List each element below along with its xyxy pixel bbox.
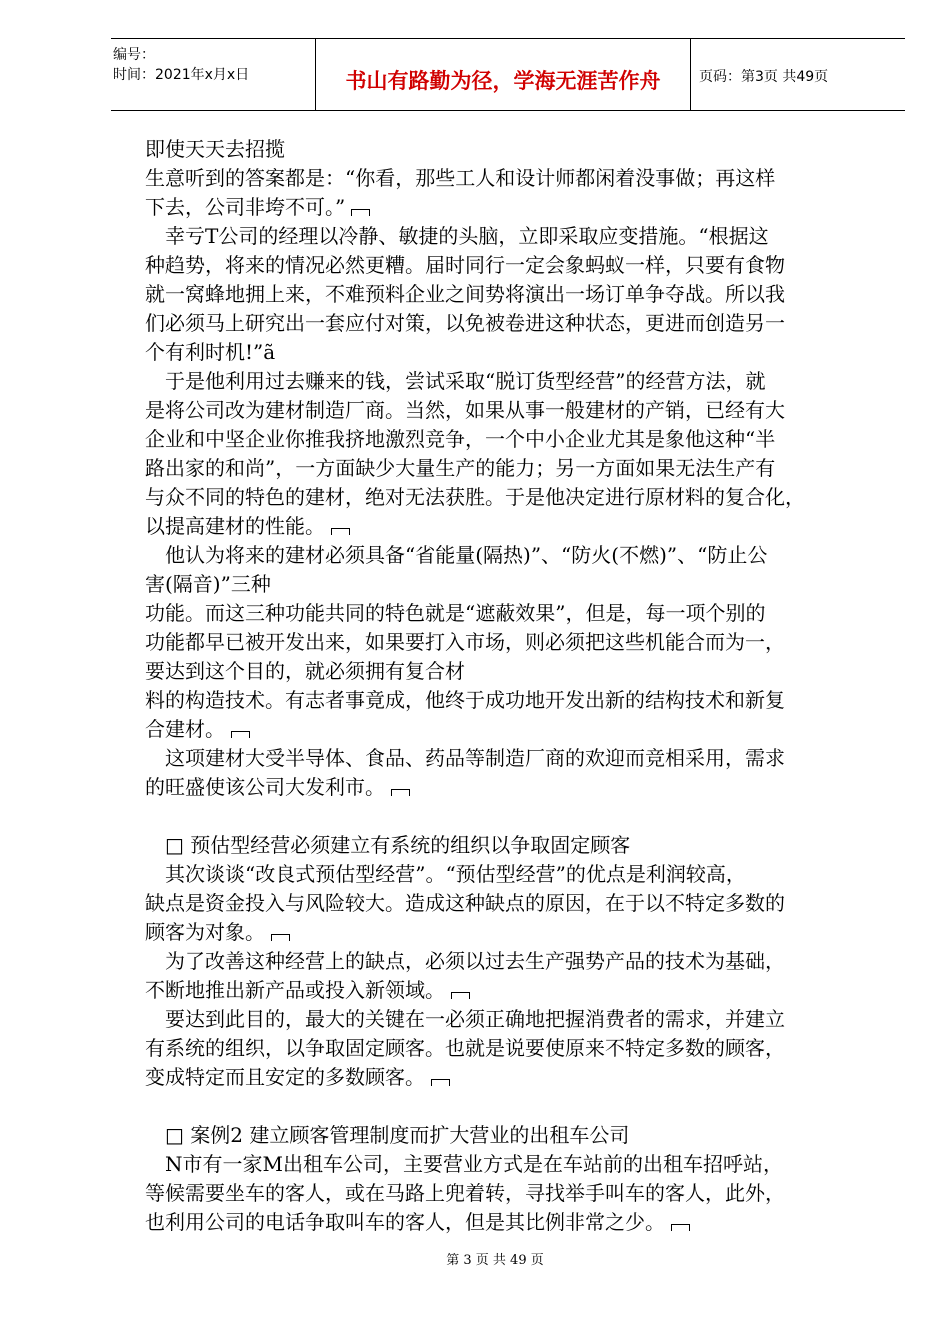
text-line: 与众不同的特色的建材，绝对无法获胜。于是他决定进行原材料的复合化， [145, 485, 805, 509]
text-line: 下去，公司非垮不可。” [145, 193, 370, 221]
paragraph-mark-icon [271, 934, 290, 941]
paragraph-mark-icon [451, 992, 470, 999]
paragraph-mark-icon [231, 731, 250, 738]
text-line: 也利用公司的电话争取叫车的客人，但是其比例非常之少。 [145, 1208, 690, 1236]
text-line: 于是他利用过去赚来的钱，尝试采取“脱订货型经营”的经营方法，就 [145, 369, 766, 393]
text-line: 的旺盛使该公司大发利市。 [145, 773, 410, 801]
header-info-cell [111, 39, 316, 110]
text-line: 他认为将来的建材必须具备“省能量(隔热)”、“防火(不燃)”、“防止公 [145, 543, 768, 567]
text-line: 要达到这个目的，就必须拥有复合材 [145, 659, 465, 683]
text-line: 等候需要坐车的客人，或在马路上兜着转，寻找举手叫车的客人，此外， [145, 1181, 785, 1205]
text-line: 合建材。 [145, 715, 250, 743]
text-line: 生意听到的答案都是：“你看，那些工人和设计师都闲着没事做；再这样 [145, 166, 776, 190]
text-line: 路出家的和尚”，一方面缺少大量生产的能力；另一方面如果无法生产有 [145, 456, 776, 480]
section-heading: □ 预估型经营必须建立有系统的组织以争取固定顾客 [145, 833, 631, 857]
paragraph-mark-icon [671, 1224, 690, 1231]
paragraph-mark-icon [331, 528, 350, 535]
text-line: 有系统的组织，以争取固定顾客。也就是说要使原来不特定多数的顾客， [145, 1036, 785, 1060]
motto-text: 书山有路勤为径，学海无涯苦作舟 [345, 69, 661, 93]
section-heading: □ 案例2 建立顾客管理制度而扩大营业的出租车公司 [145, 1123, 630, 1147]
text-line: 是将公司改为建材制造厂商。当然，如果从事一般建材的产销，已经有大 [145, 398, 785, 422]
text-line: 变成特定而且安定的多数顾客。 [145, 1063, 450, 1091]
text-line: 为了改善这种经营上的缺点，必须以过去生产强势产品的技术为基础， [145, 949, 785, 973]
text-line: 幸亏T公司的经理以冷静、敏捷的头脑，立即采取应变措施。“根据这 [145, 224, 769, 248]
text-line: 不断地推出新产品或投入新领域。 [145, 976, 470, 1004]
text-line: 们必须马上研究出一套应付对策，以免被卷进这种状态，更进而创造另一 [145, 311, 785, 335]
text-line: 种趋势，将来的情况必然更糟。届时同行一定会象蚂蚁一样，只要有食物 [145, 253, 785, 277]
header-motto-cell [316, 39, 691, 110]
page-footer: 第 3 页 共 49 页 [446, 1253, 544, 1268]
text-line: 以提高建材的性能。 [145, 512, 350, 540]
paragraph-mark-icon [431, 1079, 450, 1086]
text-line: 料的构造技术。有志者事竟成，他终于成功地开发出新的结构技术和新复 [145, 688, 785, 712]
paragraph-mark-icon [391, 789, 410, 796]
paragraph-mark-icon [351, 209, 370, 216]
header-page-cell [691, 39, 905, 110]
text-line: 害(隔音)”三种 [145, 572, 271, 596]
text-line: 功能。而这三种功能共同的特色就是“遮蔽效果”，但是，每一项个别的 [145, 601, 766, 625]
time-label: 时间：2021年x月x日 [113, 67, 250, 83]
text-line: 个有利时机!”ã [145, 340, 276, 364]
text-line: 其次谈谈“改良式预估型经营”。“预估型经营”的优点是利润较高， [145, 862, 746, 886]
text-line: 顾客为对象。 [145, 918, 290, 946]
number-label: 编号： [113, 47, 155, 63]
page-header [111, 38, 905, 111]
text-line: 企业和中坚企业你推我挤地激烈竞争，一个中小企业尤其是象他这种“半 [145, 427, 776, 451]
text-line: 即使天天去招揽 [145, 137, 285, 161]
text-line: 就一窝蜂地拥上来，不难预料企业之间势将演出一场订单争夺战。所以我 [145, 282, 785, 306]
text-line: 这项建材大受半导体、食品、药品等制造厂商的欢迎而竞相采用，需求 [145, 746, 785, 770]
text-line: 功能都早已被开发出来，如果要打入市场，则必须把这些机能合而为一， [145, 630, 785, 654]
text-line: 缺点是资金投入与风险较大。造成这种缺点的原因，在于以不特定多数的 [145, 891, 785, 915]
page-number-label: 页码：第3页 共49页 [699, 69, 829, 85]
text-line: 要达到此目的，最大的关键在一必须正确地把握消费者的需求，并建立 [145, 1007, 785, 1031]
text-line: N市有一家M出租车公司，主要营业方式是在车站前的出租车招呼站， [145, 1152, 783, 1176]
